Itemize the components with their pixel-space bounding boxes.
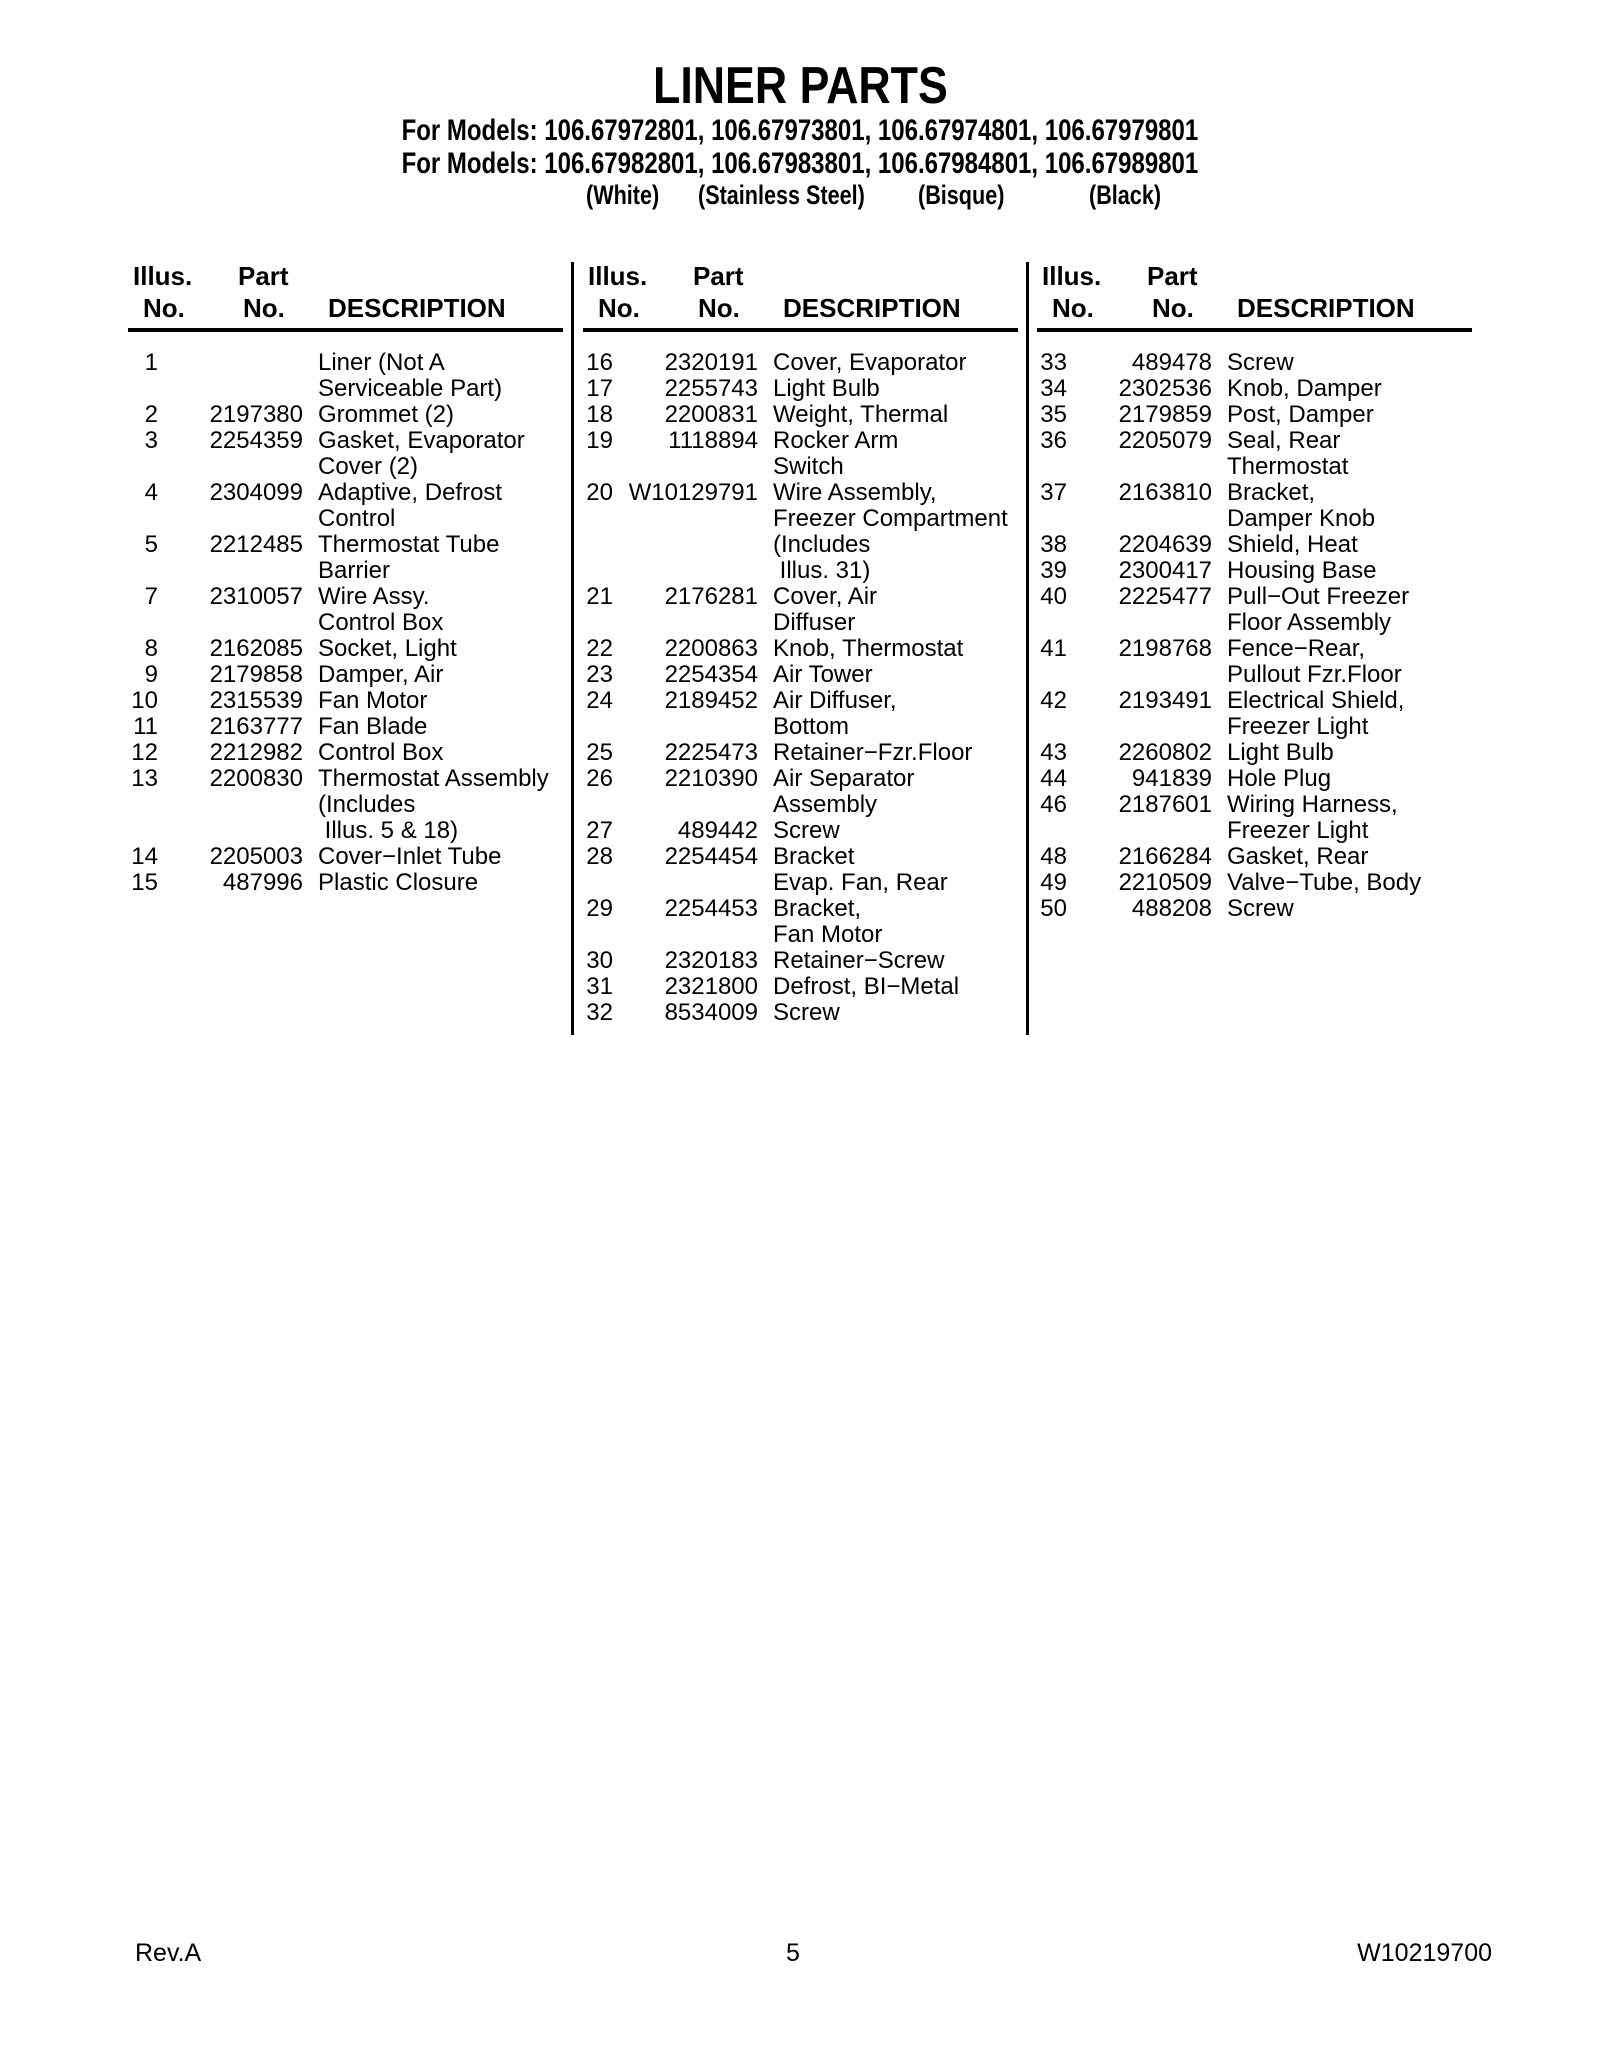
- parts-rows: [1009, 350, 1469, 922]
- table-row: [555, 636, 1015, 662]
- page-title: [0, 57, 1600, 115]
- part-no: 2200830: [209, 765, 303, 792]
- part-no: 2320191: [664, 349, 758, 376]
- table-row: [100, 350, 560, 402]
- table-row: [100, 402, 560, 428]
- header-illus-no: No.: [1052, 293, 1094, 323]
- table-row: [555, 350, 1015, 376]
- table-row: [100, 870, 560, 896]
- part-no: 2254453: [664, 895, 758, 922]
- illus-no: 10: [131, 687, 158, 714]
- description: Retainer−Screw: [773, 947, 945, 974]
- description: Socket, Light: [318, 635, 457, 662]
- illus-no: 38: [1040, 531, 1067, 558]
- part-no: 2198768: [1118, 635, 1212, 662]
- part-no: 2176281: [664, 583, 758, 610]
- part-no: 2304099: [209, 479, 303, 506]
- illus-no: 35: [1040, 401, 1067, 428]
- table-row: [1009, 402, 1469, 428]
- illus-no: 26: [586, 765, 613, 792]
- table-row: [100, 532, 560, 584]
- table-row: [555, 428, 1015, 480]
- illus-no: 30: [586, 947, 613, 974]
- finish-stainless-steel: (Stainless Steel): [698, 180, 865, 210]
- illus-no: 25: [586, 739, 613, 766]
- header-illus: Illus.: [1042, 261, 1102, 291]
- description: Screw: [1227, 895, 1294, 922]
- description: Liner (Not A Serviceable Part): [318, 349, 503, 402]
- description: Bracket, Fan Motor: [773, 895, 883, 948]
- part-no: 2162085: [209, 635, 303, 662]
- illus-no: 29: [586, 895, 613, 922]
- table-row: [1009, 584, 1469, 636]
- table-row: [1009, 844, 1469, 870]
- table-row: [100, 662, 560, 688]
- column-header: [100, 258, 560, 350]
- footer-revision: Rev.A: [135, 1939, 202, 1967]
- table-row: [100, 844, 560, 870]
- table-row: [1009, 792, 1469, 844]
- part-no: 2254359: [209, 427, 303, 454]
- illus-no: 42: [1040, 687, 1067, 714]
- illus-no: 41: [1040, 635, 1067, 662]
- column-divider-right: [1026, 262, 1029, 1035]
- illus-no: 17: [586, 375, 613, 402]
- illus-no: 13: [131, 765, 158, 792]
- part-no: 2179859: [1118, 401, 1212, 428]
- part-no: 2225473: [664, 739, 758, 766]
- illus-no: 49: [1040, 869, 1067, 896]
- description: Electrical Shield, Freezer Light: [1227, 687, 1405, 740]
- illus-no: 18: [586, 401, 613, 428]
- part-no: 489442: [677, 817, 758, 844]
- illus-no: 28: [586, 843, 613, 870]
- illus-no: 39: [1040, 557, 1067, 584]
- table-row: [100, 480, 560, 532]
- part-no: 2310057: [209, 583, 303, 610]
- description: Plastic Closure: [318, 869, 479, 896]
- illus-no: 46: [1040, 791, 1067, 818]
- illus-no: 40: [1040, 583, 1067, 610]
- models-line-2: For Models: 106.67982801, 106.67983801, 106.67984801, 106.67989801: [401, 147, 1199, 180]
- illus-no: 20: [586, 479, 613, 506]
- table-row: [1009, 896, 1469, 922]
- description: Wire Assy. Control Box: [318, 583, 444, 636]
- illus-no: 44: [1040, 765, 1067, 792]
- part-no: 8534009: [664, 999, 758, 1026]
- description: Light Bulb: [773, 375, 880, 402]
- description: Damper, Air: [318, 661, 444, 688]
- parts-rows: [555, 350, 1015, 1026]
- part-no: 2315539: [209, 687, 303, 714]
- table-row: [555, 974, 1015, 1000]
- part-no: 2260802: [1118, 739, 1212, 766]
- part-no: 2210509: [1118, 869, 1212, 896]
- part-no: 2320183: [664, 947, 758, 974]
- illus-no: 21: [586, 583, 613, 610]
- description: Screw: [773, 817, 840, 844]
- table-row: [1009, 350, 1469, 376]
- description: Air Tower: [773, 661, 873, 688]
- table-row: [100, 714, 560, 740]
- part-no: 2200831: [664, 401, 758, 428]
- part-no: 2300417: [1118, 557, 1212, 584]
- part-no: 2193491: [1118, 687, 1212, 714]
- illus-no: 3: [144, 427, 158, 454]
- illus-no: 4: [144, 479, 158, 506]
- header-description: DESCRIPTION: [783, 293, 961, 323]
- table-row: [100, 740, 560, 766]
- part-no: 2210390: [664, 765, 758, 792]
- table-row: [555, 766, 1015, 818]
- illus-no: 33: [1040, 349, 1067, 376]
- header-part: Part: [238, 261, 289, 291]
- table-row: [555, 662, 1015, 688]
- illus-no: 16: [586, 349, 613, 376]
- description: Cover, Evaporator: [773, 349, 967, 376]
- description: Valve−Tube, Body: [1227, 869, 1422, 896]
- description: Seal, Rear Thermostat: [1227, 427, 1349, 480]
- illus-no: 23: [586, 661, 613, 688]
- part-no: 2212982: [209, 739, 303, 766]
- illus-no: 34: [1040, 375, 1067, 402]
- description: Knob, Damper: [1227, 375, 1382, 402]
- description: Light Bulb: [1227, 739, 1334, 766]
- table-row: [555, 844, 1015, 896]
- part-no: 2200863: [664, 635, 758, 662]
- footer-document-number: W10219700: [1357, 1939, 1492, 1967]
- part-no: 2302536: [1118, 375, 1212, 402]
- description: Knob, Thermostat: [773, 635, 964, 662]
- illus-no: 9: [144, 661, 158, 688]
- finish-white: (White): [586, 180, 660, 210]
- part-no: 2166284: [1118, 843, 1212, 870]
- table-row: [100, 636, 560, 662]
- page-title-text: LINER PARTS: [652, 57, 948, 115]
- header-illus-no: No.: [143, 293, 185, 323]
- description: Control Box: [318, 739, 444, 766]
- part-no: 2204639: [1118, 531, 1212, 558]
- description: Defrost, BI−Metal: [773, 973, 960, 1000]
- part-no: 2321800: [664, 973, 758, 1000]
- illus-no: 5: [144, 531, 158, 558]
- table-row: [100, 584, 560, 636]
- part-no: 2187601: [1118, 791, 1212, 818]
- table-row: [555, 740, 1015, 766]
- description: Shield, Heat: [1227, 531, 1358, 558]
- description: Bracket Evap. Fan, Rear: [773, 843, 948, 896]
- description: Post, Damper: [1227, 401, 1374, 428]
- table-row: [555, 896, 1015, 948]
- illus-no: 7: [144, 583, 158, 610]
- header-rule: [1037, 328, 1472, 332]
- illus-no: 31: [586, 973, 613, 1000]
- table-row: [555, 1000, 1015, 1026]
- header-rule: [583, 328, 1018, 332]
- table-row: [1009, 428, 1469, 480]
- illus-no: 8: [144, 635, 158, 662]
- table-row: [1009, 480, 1469, 532]
- illus-no: 2: [144, 401, 158, 428]
- models-line-1: For Models: 106.67972801, 106.67973801, 106.67974801, 106.67979801: [401, 114, 1199, 147]
- illus-no: 48: [1040, 843, 1067, 870]
- part-no: 488208: [1131, 895, 1212, 922]
- description: Fan Blade: [318, 713, 428, 740]
- part-no: 489478: [1131, 349, 1212, 376]
- header-part: Part: [1147, 261, 1198, 291]
- description: Pull−Out Freezer Floor Assembly: [1227, 583, 1410, 636]
- header-illus: Illus.: [133, 261, 193, 291]
- part-no: 2255743: [664, 375, 758, 402]
- description: Wire Assembly, Freezer Compartment (Includes Illus. 31): [773, 479, 1008, 584]
- description: Adaptive, Defrost Control: [318, 479, 503, 532]
- header-illus: Illus.: [588, 261, 648, 291]
- illus-no: 27: [586, 817, 613, 844]
- header-part: Part: [693, 261, 744, 291]
- table-row: [1009, 766, 1469, 792]
- description: Grommet (2): [318, 401, 455, 428]
- table-row: [555, 948, 1015, 974]
- description: Weight, Thermal: [773, 401, 949, 428]
- illus-no: 12: [131, 739, 158, 766]
- table-row: [555, 376, 1015, 402]
- table-row: [100, 428, 560, 480]
- header-illus-no: No.: [598, 293, 640, 323]
- part-no: 2212485: [209, 531, 303, 558]
- illus-no: 37: [1040, 479, 1067, 506]
- parts-rows: [100, 350, 560, 896]
- description: Gasket, Rear: [1227, 843, 1369, 870]
- table-row: [555, 584, 1015, 636]
- illus-no: 50: [1040, 895, 1067, 922]
- parts-column-2: [555, 258, 1015, 1026]
- table-row: [555, 480, 1015, 584]
- header-part-no: No.: [698, 293, 740, 323]
- description: Thermostat Assembly (Includes Illus. 5 & 18): [318, 765, 549, 844]
- description: Fence−Rear, Pullout Fzr.Floor: [1227, 635, 1402, 688]
- part-no: 2205003: [209, 843, 303, 870]
- table-row: [1009, 688, 1469, 740]
- table-row: [555, 818, 1015, 844]
- table-row: [1009, 558, 1469, 584]
- description: Hole Plug: [1227, 765, 1332, 792]
- description: Air Diffuser, Bottom: [773, 687, 897, 740]
- description: Screw: [1227, 349, 1294, 376]
- illus-no: 32: [586, 999, 613, 1026]
- table-row: [1009, 870, 1469, 896]
- part-no: 2254354: [664, 661, 758, 688]
- illus-no: 11: [133, 713, 158, 740]
- part-no: 2205079: [1118, 427, 1212, 454]
- table-row: [1009, 636, 1469, 688]
- part-no: 2189452: [664, 687, 758, 714]
- description: Fan Motor: [318, 687, 428, 714]
- column-header: [1009, 258, 1469, 350]
- header-description: DESCRIPTION: [328, 293, 506, 323]
- header-rule: [128, 328, 563, 332]
- part-no: 2179858: [209, 661, 303, 688]
- finish-bisque: (Bisque): [918, 180, 1005, 210]
- header-part-no: No.: [1152, 293, 1194, 323]
- description: Wiring Harness, Freezer Light: [1227, 791, 1398, 844]
- table-row: [100, 766, 560, 844]
- description: Rocker Arm Switch: [773, 427, 899, 480]
- table-row: [100, 688, 560, 714]
- finish-black: (Black): [1089, 180, 1162, 210]
- part-no: 487996: [222, 869, 303, 896]
- table-row: [1009, 376, 1469, 402]
- parts-column-3: [1009, 258, 1469, 922]
- description: Cover, Air Diffuser: [773, 583, 878, 636]
- illus-no: 43: [1040, 739, 1067, 766]
- illus-no: 15: [131, 869, 158, 896]
- header-part-no: No.: [243, 293, 285, 323]
- illus-no: 1: [144, 349, 158, 376]
- table-row: [1009, 740, 1469, 766]
- table-row: [555, 688, 1015, 740]
- illus-no: 22: [586, 635, 613, 662]
- part-no: 2254454: [664, 843, 758, 870]
- part-no: 2163810: [1118, 479, 1212, 506]
- illus-no: 19: [586, 427, 613, 454]
- part-no: 2197380: [209, 401, 303, 428]
- description: Housing Base: [1227, 557, 1377, 584]
- part-no: 941839: [1131, 765, 1212, 792]
- part-no: 2225477: [1118, 583, 1212, 610]
- description: Screw: [773, 999, 840, 1026]
- illus-no: 14: [131, 843, 158, 870]
- description: Gasket, Evaporator Cover (2): [318, 427, 525, 480]
- table-row: [555, 402, 1015, 428]
- illus-no: 36: [1040, 427, 1067, 454]
- part-no: 1118894: [668, 427, 758, 454]
- description: Thermostat Tube Barrier: [318, 531, 500, 584]
- column-divider-left: [571, 262, 574, 1035]
- column-header: [555, 258, 1015, 350]
- parts-column-1: [100, 258, 560, 896]
- part-no: 2163777: [209, 713, 303, 740]
- illus-no: 24: [586, 687, 613, 714]
- header-description: DESCRIPTION: [1237, 293, 1415, 323]
- description: Cover−Inlet Tube: [318, 843, 502, 870]
- part-no: W10129791: [628, 479, 758, 506]
- footer-page-number: 5: [786, 1939, 800, 1967]
- description: Bracket, Damper Knob: [1227, 479, 1376, 532]
- description: Air Separator Assembly: [773, 765, 915, 818]
- description: Retainer−Fzr.Floor: [773, 739, 973, 766]
- table-row: [1009, 532, 1469, 558]
